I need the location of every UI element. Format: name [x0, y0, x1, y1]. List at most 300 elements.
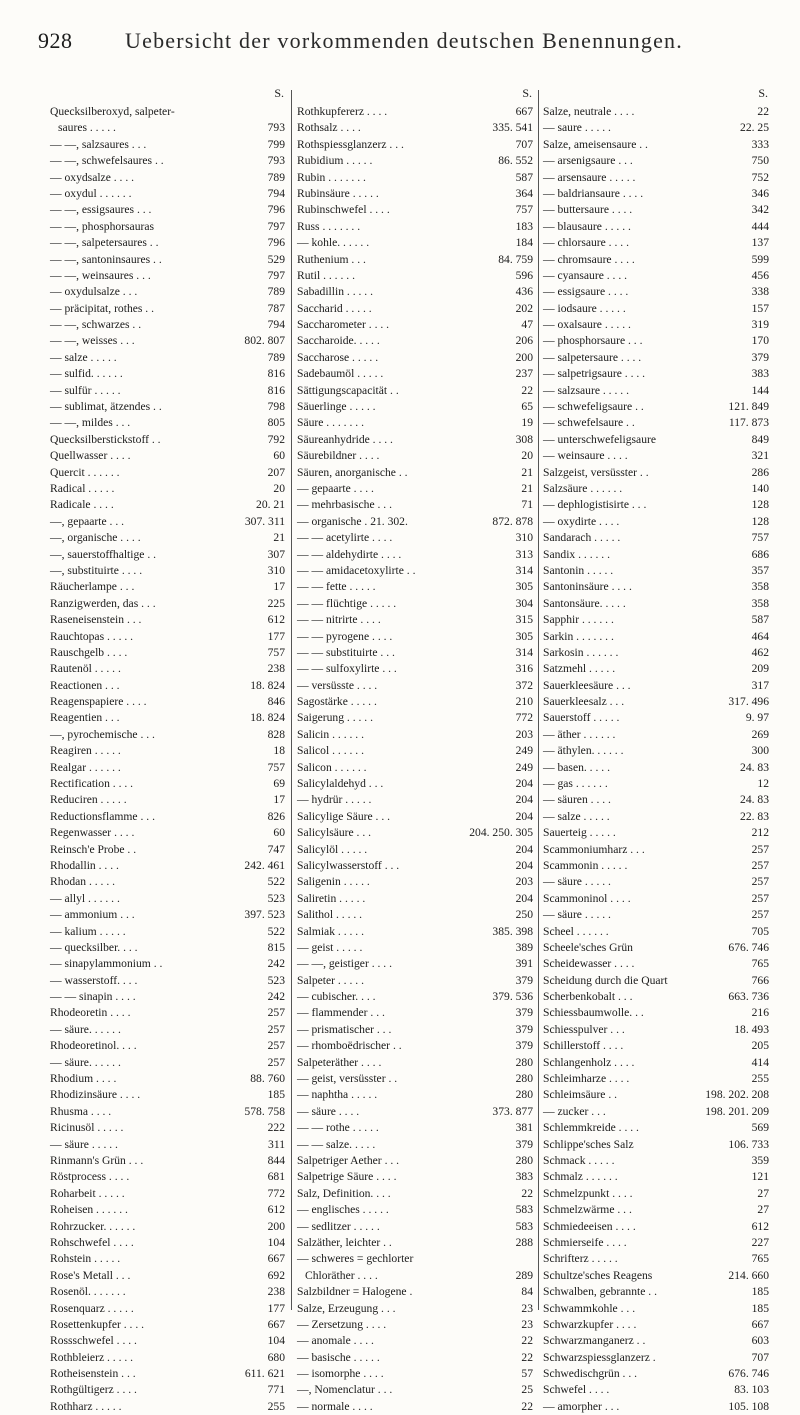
- page-reference: 104: [267, 1235, 285, 1249]
- index-term: — anomale . . . .: [297, 1334, 374, 1348]
- index-entry: [543, 497, 770, 513]
- index-term: — basen. . . . .: [543, 760, 610, 774]
- index-entry: [297, 1251, 534, 1267]
- index-entry: [297, 1366, 534, 1382]
- index-term: — cyansaure . . . .: [543, 268, 628, 282]
- index-term: — saure . . . . .: [543, 121, 611, 135]
- page-reference: 22: [521, 1350, 533, 1364]
- index-entry: [297, 202, 534, 218]
- index-term: Rhodeoretin . . . .: [50, 1006, 131, 1020]
- page-reference: 257: [751, 875, 769, 889]
- index-term: — amorpher . . .: [543, 1399, 620, 1413]
- index-term: — — flüchtige . . . . .: [297, 596, 397, 610]
- index-term: — sedlitzer . . . . .: [297, 1219, 380, 1233]
- index-term: Rothspiessglanzerz . . .: [297, 137, 404, 151]
- page-reference: 88. 760: [250, 1072, 285, 1086]
- index-term: Saccharid . . . . .: [297, 301, 372, 315]
- index-term: Reagentien . . .: [50, 711, 120, 725]
- index-term: — oxydirte . . . .: [543, 514, 620, 528]
- page-reference: 198. 201. 209: [705, 1104, 769, 1118]
- index-entry: [543, 284, 770, 300]
- index-term: — salpetersaure . . . .: [543, 350, 642, 364]
- index-entry: [543, 383, 770, 399]
- index-entry: [297, 1169, 534, 1185]
- index-entry: [297, 1202, 534, 1218]
- index-term: — organische . 21. 302.: [297, 514, 408, 528]
- index-column-2: [297, 86, 534, 1413]
- index-term: Schultze'sches Reagens: [543, 1268, 653, 1282]
- page-reference: 686: [751, 547, 769, 561]
- index-entry: [543, 1186, 770, 1202]
- page-reference: 849: [751, 432, 769, 446]
- index-entry: [543, 579, 770, 595]
- index-entry: [50, 710, 286, 726]
- index-term: Schwarzspiessglanzerz .: [543, 1350, 656, 1364]
- page-reference: 238: [267, 662, 285, 676]
- index-term: Rubin . . . . . . .: [297, 170, 366, 184]
- index-entry: [543, 1284, 770, 1300]
- index-term: Scheidewasser . . . .: [543, 957, 635, 971]
- page-reference: 9. 97: [745, 711, 769, 725]
- index-entry: [50, 760, 286, 776]
- index-entry: [543, 825, 770, 841]
- index-entry: [543, 170, 770, 186]
- page-reference: 342: [751, 203, 769, 217]
- index-term: — dephlogistisirte . . .: [543, 498, 647, 512]
- index-entry: [50, 989, 286, 1005]
- page-reference: 611. 621: [244, 1367, 285, 1381]
- page-reference: 84. 759: [498, 252, 533, 266]
- index-term: Säuerlinge . . . . .: [297, 400, 376, 414]
- index-term: Rautenöl . . . . .: [50, 662, 121, 676]
- index-term: — normale . . . .: [297, 1399, 373, 1413]
- index-entry: [543, 891, 770, 907]
- index-entry: [543, 153, 770, 169]
- page-reference: 379: [515, 973, 533, 987]
- page-reference: 57: [521, 1367, 533, 1381]
- index-entry: [297, 1399, 534, 1415]
- index-term: Schwarzmanganerz . .: [543, 1334, 646, 1348]
- index-entry: [50, 219, 286, 235]
- page-reference: 204: [515, 793, 533, 807]
- page-reference: 86. 552: [498, 154, 533, 168]
- index-entry: [543, 301, 770, 317]
- index-entry: [50, 514, 286, 530]
- index-term: Reagenspapiere . . . .: [50, 695, 147, 709]
- index-term: — arsensaure . . . . .: [543, 170, 636, 184]
- page-reference: 22: [521, 1186, 533, 1200]
- page-reference: 305: [515, 629, 533, 643]
- index-term: — naphtha . . . . .: [297, 1088, 378, 1102]
- index-term: Sarkosin . . . . . .: [543, 645, 619, 659]
- index-term: — flammender . . .: [297, 1006, 385, 1020]
- index-entry: [50, 1055, 286, 1071]
- page-reference: 19: [521, 416, 533, 430]
- index-entry: [543, 252, 770, 268]
- index-entry: [297, 268, 534, 284]
- index-entry: [50, 415, 286, 431]
- index-entry: [297, 1104, 534, 1120]
- page-reference: 599: [751, 252, 769, 266]
- index-entry: [543, 1120, 770, 1136]
- index-entry: [50, 153, 286, 169]
- page-reference: 83. 103: [734, 1383, 769, 1397]
- index-term: — —, essigsaures . . .: [50, 203, 152, 217]
- page-reference: 288: [515, 1235, 533, 1249]
- index-term: Rothharz . . . . .: [50, 1399, 122, 1413]
- index-term: Rothkupfererz . . . .: [297, 105, 388, 118]
- page-reference: 24. 83: [740, 793, 769, 807]
- index-entry: [50, 678, 286, 694]
- index-term: Chloräther . . . .: [305, 1268, 378, 1282]
- index-entry: [297, 760, 534, 776]
- page-reference: 20: [273, 481, 285, 495]
- index-term: — —, mildes . . .: [50, 416, 131, 430]
- page-reference: 65: [521, 400, 533, 414]
- index-term: Sandarach . . . . .: [543, 531, 621, 545]
- page-reference: 209: [751, 662, 769, 676]
- index-term: Salithol . . . . .: [297, 908, 363, 922]
- page-reference: 250: [515, 908, 533, 922]
- index-entry: [297, 415, 534, 431]
- index-entry: [543, 333, 770, 349]
- index-term: —, gepaarte . . .: [50, 514, 125, 528]
- page-reference: 257: [267, 1055, 285, 1069]
- index-term: — geist, versüsster . .: [297, 1072, 398, 1086]
- index-entry: [297, 940, 534, 956]
- page-reference: 792: [267, 432, 285, 446]
- page-reference: 317: [751, 678, 769, 692]
- index-entry: [297, 333, 534, 349]
- index-entry: [297, 1038, 534, 1054]
- index-entry: [543, 1333, 770, 1349]
- index-entry: [543, 366, 770, 382]
- index-term: — oxydsalze . . . .: [50, 170, 135, 184]
- page-reference: 676. 746: [728, 1367, 769, 1381]
- index-term: Salicylöl . . . . .: [297, 842, 368, 856]
- index-entry: [50, 1038, 286, 1054]
- index-entry: [50, 399, 286, 415]
- index-entry: [50, 383, 286, 399]
- index-entry: [297, 1071, 534, 1087]
- index-entry: [50, 1399, 286, 1415]
- index-entry: [543, 874, 770, 890]
- page-reference: 383: [751, 367, 769, 381]
- index-entry: [543, 137, 770, 153]
- page-reference: 205: [751, 1039, 769, 1053]
- index-term: Salzgeist, versüsster . .: [543, 465, 649, 479]
- index-term: Rutil . . . . . .: [297, 268, 355, 282]
- index-term: Säureanhydride . . . .: [297, 432, 393, 446]
- index-entry: [297, 1235, 534, 1251]
- page-reference: 18: [273, 744, 285, 758]
- page-reference: 257: [267, 1006, 285, 1020]
- index-term: Salzsäure . . . . . .: [543, 481, 623, 495]
- index-entry: [50, 842, 286, 858]
- page-reference: 227: [751, 1235, 769, 1249]
- index-entry: [543, 1202, 770, 1218]
- index-term: Schiesspulver . . .: [543, 1022, 625, 1036]
- index-term: — präcipitat, rothes . .: [50, 301, 154, 315]
- index-entry: [50, 1382, 286, 1398]
- page-header: [38, 28, 770, 56]
- index-entry: [297, 481, 534, 497]
- index-entry: [543, 743, 770, 759]
- page-reference: 333: [751, 137, 769, 151]
- index-entry: [297, 776, 534, 792]
- index-term: Reinsch'e Probe . .: [50, 842, 137, 856]
- index-entry: [50, 268, 286, 284]
- index-term: — — pyrogene . . . .: [297, 629, 393, 643]
- page-reference: 204. 250. 305: [469, 826, 533, 840]
- page-reference: 307: [267, 547, 285, 561]
- index-entry: [50, 776, 286, 792]
- index-entry: [543, 448, 770, 464]
- page-reference: 23: [521, 1301, 533, 1315]
- page-reference: 310: [515, 531, 533, 545]
- index-term: — basische . . . . .: [297, 1350, 380, 1364]
- index-term: Salze, Erzeugung . . .: [297, 1301, 396, 1315]
- page-reference: 144: [751, 383, 769, 397]
- index-term: — salpetrigsaure . . . .: [543, 367, 646, 381]
- index-term: Rauschgelb . . . .: [50, 645, 128, 659]
- index-term: Quercit . . . . . .: [50, 465, 120, 479]
- index-term: — blausaure . . . . .: [543, 219, 631, 233]
- index-entry: [297, 1301, 534, 1317]
- page-reference: 185: [267, 1088, 285, 1102]
- page-reference: 214. 660: [728, 1268, 769, 1282]
- index-entry: [543, 973, 770, 989]
- index-entry: [543, 465, 770, 481]
- index-term: Salpeteräther . . . .: [297, 1055, 382, 1069]
- index-term: — salze . . . . .: [543, 809, 610, 823]
- index-entry: [50, 1022, 286, 1038]
- index-entry: [50, 547, 286, 563]
- page-reference: 385. 398: [492, 924, 533, 938]
- index-entry: [297, 235, 534, 251]
- index-term: — säure. . . . . .: [50, 1022, 121, 1036]
- index-term: Schmierseife . . . .: [543, 1235, 627, 1249]
- index-entry: [543, 1268, 770, 1284]
- index-term: — — acetylirte . . . .: [297, 531, 393, 545]
- page-reference: 23: [521, 1317, 533, 1331]
- index-entry: [543, 530, 770, 546]
- index-term: Rosenquarz . . . . .: [50, 1301, 134, 1315]
- index-entry: [543, 661, 770, 677]
- index-term: Salpetriger Aether . . .: [297, 1154, 400, 1167]
- index-term: Saigerung . . . . .: [297, 711, 373, 725]
- index-term: — schwefelsaure . .: [543, 416, 635, 430]
- index-entry: [50, 743, 286, 759]
- page-reference: 249: [515, 760, 533, 774]
- index-term: Salicol . . . . . .: [297, 744, 364, 758]
- index-term: — schweres = gechlorter: [297, 1252, 414, 1266]
- page-reference: 757: [751, 531, 769, 545]
- page-reference: 603: [751, 1334, 769, 1348]
- page-reference: 379: [515, 1039, 533, 1053]
- index-term: —, Nomenclatur . . .: [297, 1383, 393, 1397]
- index-entry: [543, 432, 770, 448]
- index-entry: [297, 366, 534, 382]
- page-reference: 772: [515, 711, 533, 725]
- index-entry: [297, 661, 534, 677]
- index-entry: [50, 1186, 286, 1202]
- index-entry: [50, 1317, 286, 1333]
- index-entry: [297, 1284, 534, 1300]
- column-page-header: S.: [274, 86, 284, 100]
- index-term: Saccharoide. . . . .: [297, 334, 380, 348]
- index-term: Salzäther, leichter . .: [297, 1235, 392, 1249]
- index-entry: [50, 874, 286, 890]
- index-entry: [297, 137, 534, 153]
- index-term: Sabadillin . . . . .: [297, 285, 373, 299]
- page-reference: 22: [521, 383, 533, 397]
- index-entry: [297, 1382, 534, 1398]
- page-reference: 379: [751, 350, 769, 364]
- index-entry: [50, 1169, 286, 1185]
- page-reference: 321: [751, 449, 769, 463]
- page-reference: 22. 25: [740, 121, 769, 135]
- page-reference: 18. 824: [250, 678, 285, 692]
- index-entry: [297, 989, 534, 1005]
- page-reference: 257: [751, 858, 769, 872]
- page-reference: 373. 877: [492, 1104, 533, 1118]
- page-reference: 242: [267, 957, 285, 971]
- index-term: — baldriansaure . . . .: [543, 186, 644, 200]
- page-reference: 707: [515, 137, 533, 151]
- index-entry: [50, 465, 286, 481]
- page-reference: 27: [757, 1203, 769, 1217]
- index-entry: [50, 235, 286, 251]
- index-term: — äthylen. . . . . .: [543, 744, 624, 758]
- index-entry: [297, 858, 534, 874]
- page-reference: 663. 736: [728, 990, 769, 1004]
- index-entry: [50, 596, 286, 612]
- index-term: Rothgültigerz . . . .: [50, 1383, 137, 1397]
- page-reference: 184: [515, 236, 533, 250]
- page-reference: 612: [267, 613, 285, 627]
- index-term: — — sulfoxylirte . . .: [297, 662, 397, 676]
- index-term: — sublimat, ätzendes . .: [50, 400, 162, 414]
- page-reference: 238: [267, 1285, 285, 1299]
- index-term: Regenwasser . . . .: [50, 826, 135, 840]
- page-reference: 128: [751, 498, 769, 512]
- index-entry: [50, 104, 286, 120]
- page-reference: 796: [267, 203, 285, 217]
- index-term: Salpeter . . . . .: [297, 973, 364, 987]
- index-term: Salicylaldehyd . . .: [297, 777, 384, 791]
- index-term: Rhodallin . . . .: [50, 858, 119, 872]
- index-entry: [50, 973, 286, 989]
- page-reference: 60: [273, 826, 285, 840]
- index-entry: [297, 743, 534, 759]
- index-term: — sinapylammonium . .: [50, 957, 163, 971]
- index-entry: [297, 1120, 534, 1136]
- page-reference: 569: [751, 1121, 769, 1135]
- index-entry: [543, 1317, 770, 1333]
- page-reference: 391: [515, 957, 533, 971]
- index-term: — säuren . . . .: [543, 793, 611, 807]
- index-entry: [50, 727, 286, 743]
- index-entry: [297, 612, 534, 628]
- index-entry: [543, 596, 770, 612]
- page-reference: 185: [751, 1301, 769, 1315]
- page-reference: 667: [515, 105, 533, 118]
- index-entry: [297, 383, 534, 399]
- index-term: Rothsalz . . . .: [297, 121, 361, 135]
- page-reference: 200: [515, 350, 533, 364]
- index-term: Rhodan . . . . .: [50, 875, 116, 889]
- page-reference: 583: [515, 1203, 533, 1217]
- page-reference: 300: [751, 744, 769, 758]
- index-term: — — fette . . . . .: [297, 580, 376, 594]
- page-reference: 17: [273, 580, 285, 594]
- page-reference: 20. 21: [256, 498, 285, 512]
- index-term: — wasserstoff. . . .: [50, 973, 138, 987]
- index-entry: [50, 448, 286, 464]
- index-term: — — salze. . . . .: [297, 1137, 376, 1151]
- index-term: Sauerkleesäure . . .: [543, 678, 631, 692]
- page-reference: 771: [267, 1383, 285, 1397]
- index-entry: [297, 120, 534, 136]
- page-reference: 414: [751, 1055, 769, 1069]
- page-reference: 225: [267, 596, 285, 610]
- index-entry: [297, 645, 534, 661]
- index-term: Quecksilberstickstoff . .: [50, 432, 161, 446]
- page-reference: 242: [267, 990, 285, 1004]
- page-reference: 316: [515, 662, 533, 676]
- index-term: Sadebaumöl . . . . .: [297, 367, 384, 381]
- index-entry: [50, 497, 286, 513]
- index-term: Rosenöl. . . . . . .: [50, 1285, 126, 1299]
- index-entry: [297, 842, 534, 858]
- page-reference: 222: [267, 1121, 285, 1135]
- page-reference: 816: [267, 367, 285, 381]
- page-reference: 338: [751, 285, 769, 299]
- page-reference: 24. 83: [740, 760, 769, 774]
- index-entry: [297, 465, 534, 481]
- page-reference: 379: [515, 1006, 533, 1020]
- index-entry: [543, 1382, 770, 1398]
- index-entry: [297, 973, 534, 989]
- index-entry: [50, 481, 286, 497]
- index-term: Salicon . . . . . .: [297, 760, 367, 774]
- index-term: Radicale . . . .: [50, 498, 114, 512]
- index-entry: [297, 727, 534, 743]
- index-term: Santonsäure. . . . .: [543, 596, 626, 610]
- page-reference: 364: [515, 186, 533, 200]
- page-reference: 280: [515, 1055, 533, 1069]
- index-term: Schmelzwärme . . .: [543, 1203, 632, 1217]
- index-term: Schlangenholz . . . .: [543, 1055, 635, 1069]
- page-reference: 170: [751, 334, 769, 348]
- page-reference: 798: [267, 400, 285, 414]
- page-reference: 826: [267, 809, 285, 823]
- page-reference: 828: [267, 727, 285, 741]
- index-term: Salze, neutrale . . . .: [543, 105, 635, 118]
- column-divider: [291, 90, 292, 1310]
- index-term: —, organische . . . .: [50, 531, 141, 545]
- index-entry: [543, 120, 770, 136]
- index-term: Rotheisenstein . . .: [50, 1367, 136, 1381]
- index-entry: [297, 907, 534, 923]
- page-reference: 60: [273, 449, 285, 463]
- index-entry: [297, 547, 534, 563]
- index-entry: [297, 1137, 534, 1153]
- index-entry: [543, 776, 770, 792]
- page-reference: 846: [267, 695, 285, 709]
- page-reference: 389: [515, 940, 533, 954]
